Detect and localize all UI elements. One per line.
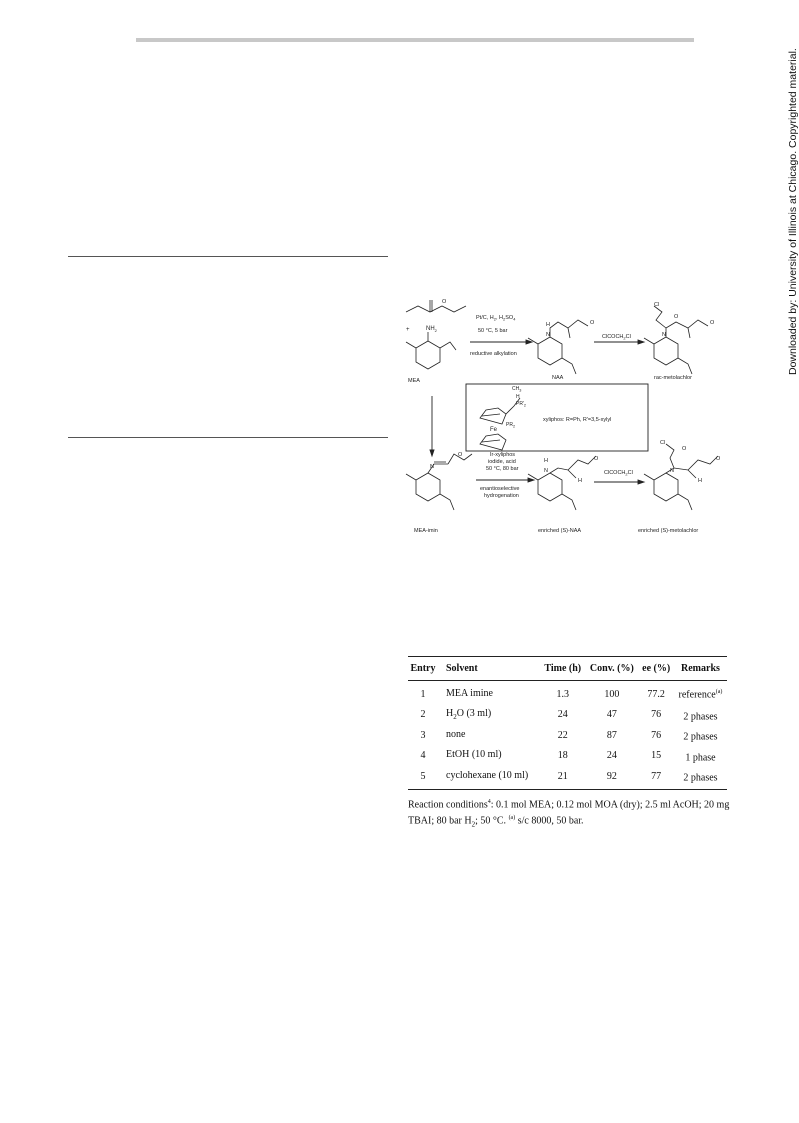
cell-remarks: 2 phases (683, 710, 718, 722)
cell-ee: 77.2 (647, 688, 665, 700)
table-row (408, 681, 727, 705)
cell-ee: 15 (651, 750, 662, 762)
scheme-plus: + (406, 327, 410, 333)
atom-label: H (578, 478, 582, 484)
cell-entry: 5 (408, 766, 438, 789)
cell-conversion: 47 (606, 709, 617, 721)
atom-label: $CH_3$ (512, 386, 522, 393)
cell-conversion: 100 (604, 688, 620, 700)
atom-label: Cl (660, 440, 666, 446)
header-time: Time (h) (540, 657, 585, 681)
reagent-text: enantioselective (480, 486, 520, 492)
reaction-scheme (398, 284, 748, 544)
table-row (408, 746, 727, 767)
table-row (408, 725, 727, 746)
atom-label: O (442, 299, 447, 305)
header-ee: ee (%) (638, 657, 674, 681)
cell-solvent: cyclohexane (10 ml) (438, 766, 540, 789)
atom-label: O (682, 446, 687, 452)
table-row (408, 705, 727, 726)
cell-entry: 3 (420, 729, 426, 741)
cell-conversion: 92 (585, 766, 638, 789)
label-rac-metolachlor: rac-metolachlor (654, 375, 692, 381)
label-mea-imin: MEA-imin (414, 528, 438, 534)
atom-label: N (662, 332, 666, 338)
atom-label: N (546, 332, 550, 338)
atom-label: O (716, 456, 721, 462)
atom-label: H (546, 322, 550, 328)
reagent-text: reductive alkylation (470, 351, 517, 357)
atom-label: $PR_2$ (506, 422, 516, 429)
cell-remarks: reference$^{(a)}$ (678, 688, 723, 700)
cell-ee: 76 (651, 729, 662, 741)
reagent-text: Ir-xyliphos (490, 452, 516, 458)
reagent-text: Pt/C, $H_2$, $H_2SO_4$ (476, 315, 516, 322)
ligand-description: xyliphos: R=Ph, R'=3,5-xylyl (543, 417, 612, 423)
atom-label: Cl (654, 302, 660, 308)
atom-label: O (594, 456, 599, 462)
atom-label: N (430, 464, 434, 470)
cell-time: 21 (540, 766, 585, 789)
header-entry: Entry (408, 657, 438, 681)
label-naa: NAA (552, 375, 564, 381)
cell-entry: 4 (420, 750, 426, 762)
atom-label: O (674, 314, 679, 320)
label-s-naa: enriched (S)-NAA (538, 528, 582, 534)
cell-conversion: 87 (606, 729, 617, 741)
cell-solvent: EtOH (10 ml) (446, 749, 502, 761)
results-table (408, 656, 727, 790)
cell-solvent: MEA imine (446, 687, 493, 699)
reagent-text: 50 °C, 5 bar (478, 328, 508, 334)
atom-label: H (516, 394, 520, 400)
cell-time: 22 (557, 729, 568, 741)
cell-time: 1.3 (556, 688, 569, 700)
scheme-arrows (430, 340, 644, 484)
table-row (408, 766, 727, 789)
cell-entry: 1 (420, 688, 426, 700)
scheme-structures (406, 300, 718, 510)
table-footnote: Reaction conditions$^4$: 0.1 mol MEA; 0.12 mol MOA (dry); 2.5 ml AcOH; 20 mg TBAI; 80 bar $H_2$; 50 °C. $^{(a)}$ s/c 8000, 50 bar. (408, 799, 730, 829)
label-mea: MEA (408, 378, 420, 384)
atom-label: $NH_2$ (426, 326, 437, 333)
cell-solvent: $H_2O$ (3 ml) (446, 708, 492, 722)
column-rule-bottom (68, 437, 388, 438)
cell-conversion: 24 (606, 750, 617, 762)
reagent-text: iodide, acid (488, 459, 516, 465)
column-rule-top (68, 256, 388, 257)
atom-label: $PR'_2$ (516, 401, 527, 408)
atom-label: O (590, 320, 595, 326)
cell-remarks: 2 phases (674, 766, 727, 789)
cell-entry: 2 (420, 709, 426, 721)
cell-remarks: 2 phases (683, 731, 718, 743)
atom-label: N (544, 468, 548, 474)
header-conversion: Conv. (%) (585, 657, 638, 681)
atom-label: Fe (490, 427, 498, 433)
atom-label: H (698, 478, 702, 484)
table-header-row (408, 657, 727, 681)
reagent-text: 50 °C, 80 bar (486, 466, 519, 472)
cell-ee: 76 (651, 709, 662, 721)
cell-solvent: none (446, 728, 466, 740)
atom-label: O (458, 452, 463, 458)
atom-label: N (670, 468, 674, 474)
atom-label: O (710, 320, 715, 326)
header-remarks: Remarks (674, 657, 727, 681)
label-s-metolachlor: enriched (S)-metolachlor (638, 528, 699, 534)
reagent-text: ClCOCH$_2$Cl (604, 470, 633, 477)
header-rule (136, 38, 694, 42)
cell-time: 24 (557, 709, 568, 721)
cell-time: 18 (557, 750, 568, 762)
reagent-text: hydrogenation (484, 493, 519, 499)
header-solvent: Solvent (438, 657, 540, 681)
cell-ee: 77 (638, 766, 674, 789)
atom-label: H (544, 458, 548, 464)
cell-remarks: 1 phase (685, 751, 716, 763)
reagent-text: ClCOCH$_2$Cl (602, 334, 631, 341)
download-notice: Downloaded by: University of Illinois at Chicago. Copyrighted material. (787, 48, 799, 375)
